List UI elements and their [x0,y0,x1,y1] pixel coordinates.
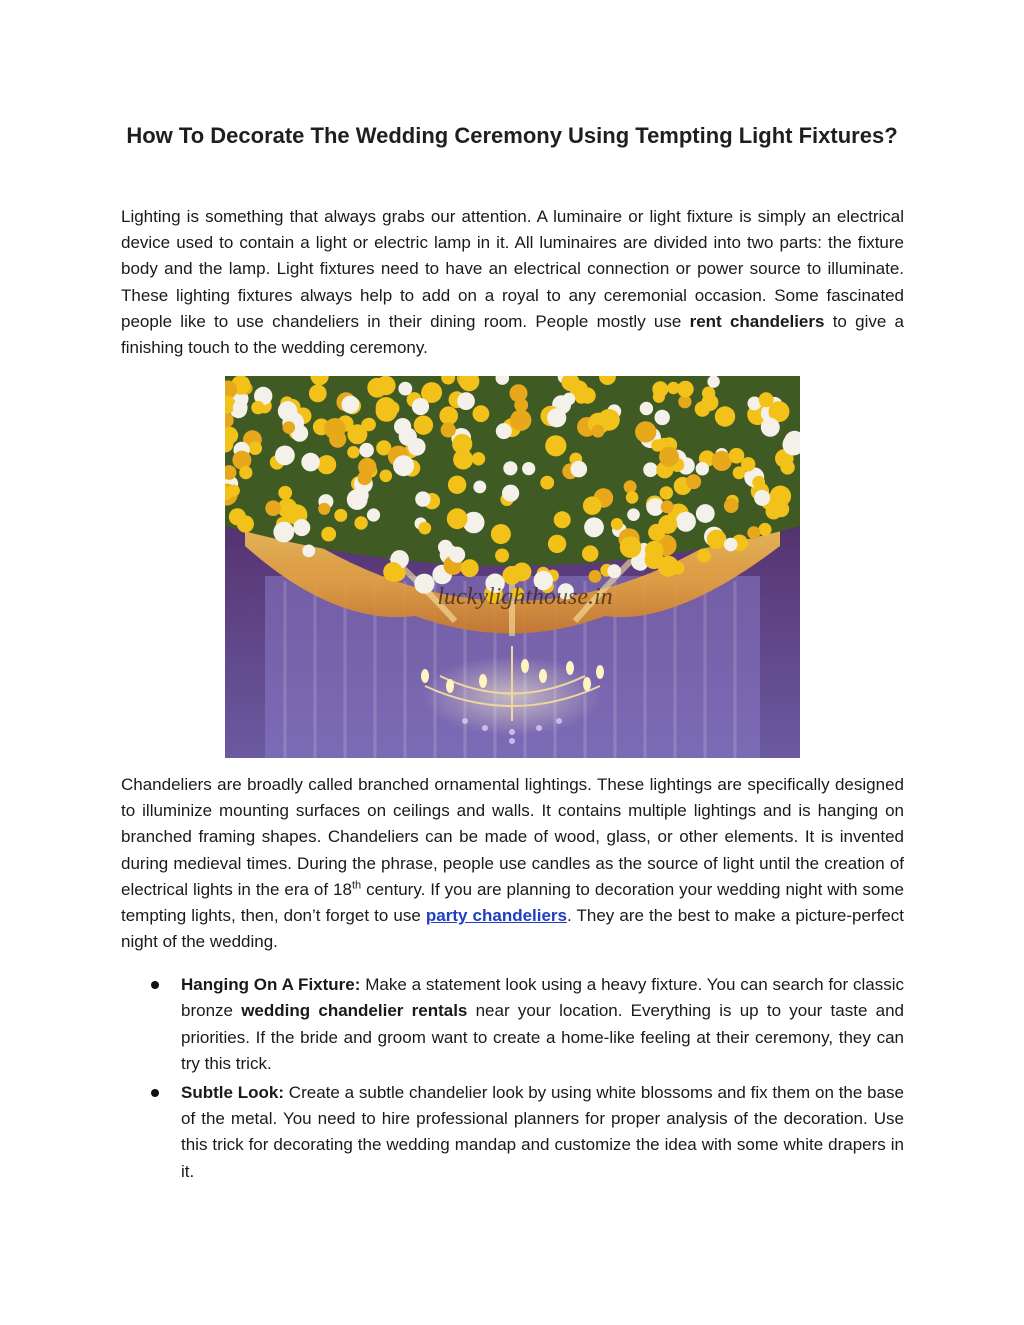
flower-shape [571,461,588,478]
flower-shape [582,545,598,561]
flower-shape [414,416,433,435]
flower-shape [376,376,396,395]
flower-shape [676,512,696,532]
flower-shape [724,538,738,552]
flower-shape [702,387,715,400]
flower-shape [239,466,252,479]
flower-shape [237,515,254,532]
list-item-bold-term: wedding chandelier rentals [241,1001,468,1021]
intro-paragraph [121,204,904,361]
flower-shape [496,423,512,439]
flower-shape [697,549,711,563]
flower-shape [724,498,739,513]
flower-shape [503,461,517,475]
bullet-icon [151,981,159,989]
flower-shape [667,382,679,394]
flower-shape [758,523,771,536]
flower-shape [626,491,639,504]
flower-shape [563,393,576,406]
flower-shape [696,462,709,475]
flower-shape [461,559,479,577]
flower-shape [399,428,417,446]
flower-shape [233,400,248,415]
bullet-icon [151,1089,159,1097]
body-text-end: . They are the best to make a picture-perfect night of the wedding. [121,906,905,952]
body-paragraph [121,772,904,955]
flower-shape [780,460,794,474]
flower-shape [421,387,434,400]
flower-shape [695,401,710,416]
flower-shape [643,462,658,477]
flower-shape [393,455,414,476]
flower-shape [383,562,403,582]
flower-shape [354,516,367,529]
flower-shape [473,405,490,422]
flower-shape [318,503,330,515]
flower-shape [359,443,374,458]
body-text-continued: century. If you are planning to decoration your wedding night with some tempting lights, then, don’t forget to use [121,879,904,926]
flower-shape [653,391,665,403]
list-item [121,972,904,1078]
flower-shape [761,418,780,437]
flower-shape [624,480,637,493]
list-item-text: Create a subtle chandelier look by using white blossoms and fix them on the base of the metal. You need to hire professional planners for proper analysis of the decoration. Use this trick for decorating the wedding mandap and customize the idea with some white drapers in it. [181,1082,904,1181]
flower-shape [651,439,663,451]
flower-shape [607,564,621,578]
flower-shape [293,519,310,536]
tips-list [121,972,904,1187]
flower-shape [545,435,566,456]
body-text: Chandeliers are broadly called branched ornamental lightings. These lightings are specifically designed to illuminize mounting surfaces on ceilings and walls. It contains multiple lightings and is hanging on branched framing shapes. Chandeliers can be made of wood, glass, or other elements. It is invented during medieval times. During the phrase, people use candles as the source of light until the creation of electrical lights in the era of 18 [121,775,904,899]
list-item-heading: Subtle Look: [181,1082,285,1102]
flower-shape [342,396,360,414]
flower-shape [715,406,735,426]
intro-bold-term: rent chandeliers [689,311,825,331]
flower-shape [766,503,782,519]
wedding-decoration-photo [225,376,800,758]
flower-shape [589,570,602,583]
flower-shape [283,421,296,434]
flower-shape [627,508,640,521]
flower-shape [301,453,320,472]
flower-shape [412,398,429,415]
flower-shape [660,486,673,499]
flower-shape [415,491,430,506]
list-item-heading: Hanging On A Fixture: [181,975,361,994]
flower-shape [754,490,770,506]
flower-shape [495,549,509,563]
flower-shape [491,524,511,544]
flower-shape [324,418,345,439]
ordinal-suffix: th [351,879,362,892]
intro-text: Lighting is something that always grabs our attention. A luminaire or light fixture is simply an electrical device used to contain a light or electric lamp in it. All luminaires are divided into two parts: the fixture body and the lamp. Light fixtures need to have an electrical connection or power source to illuminate. These lighting fixtures always help to add on a royal to any ceremonial occasion. Some fascinated people like to use chandeliers in their dining room. People mostly use [121,207,904,331]
flower-shape [457,392,475,410]
flower-shape [579,387,595,403]
flower-shape [438,540,453,555]
flower-shape [453,450,473,470]
flower-shape [441,422,456,437]
flower-shape [447,508,468,529]
flower-shape [659,447,679,467]
flower-shape [522,462,535,475]
flower-shape [547,408,566,427]
flower-shape [548,535,566,553]
flower-shape [671,561,684,574]
flower-shape [334,509,347,522]
flower-shape [472,452,485,465]
flower-shape [584,517,604,537]
flower-shape [265,500,281,516]
flower-shape [655,410,670,425]
flower-shape [502,485,519,502]
list-item [121,1080,904,1186]
flower-shape [275,446,295,466]
flower-shape [752,476,765,489]
flower-shape [640,402,653,415]
flower-shape [380,470,393,483]
flower-shape [540,476,554,490]
list-item-text: Make a statement look using a heavy fixture. You can search for classic bronze [181,975,904,1021]
flower-shape [583,496,602,515]
flower-shape [729,448,745,464]
party-chandeliers-link[interactable]: party chandeliers [425,906,568,926]
list-item-text-end: near your location. Everything is up to your taste and priorities. If the bride and groom want to create a home-like feeling at their ceremony, they can try this trick. [181,1001,904,1074]
flower-shape [677,381,694,398]
flower-shape [611,518,623,530]
flower-shape [418,522,431,535]
flower-shape [398,382,412,396]
flower-shape [376,397,397,418]
flower-shape [620,536,642,558]
flower-shape [317,455,336,474]
intro-text-end: to give a finishing touch to the wedding ceremony. [121,311,904,358]
flower-shape [635,421,656,442]
flower-shape [347,446,359,458]
flower-shape [302,545,315,558]
flower-shape [510,410,531,431]
flower-shape [645,550,664,569]
flower-shape [367,508,380,521]
flower-shape [707,530,727,550]
flower-shape [747,526,760,539]
image-watermark: luckylighthouse.in [437,584,613,610]
flower-shape [358,458,376,476]
flower-shape [473,481,486,494]
flower-shape [273,522,294,543]
page-title: How To Decorate The Wedding Ceremony Using Tempting Light Fixtures? [126,123,898,148]
flower-shape [696,504,715,523]
flower-shape [554,511,571,528]
flower-shape [712,451,732,471]
flower-shape [321,527,336,542]
flower-shape [759,392,774,407]
flower-shape [309,385,327,403]
flower-shape [278,486,292,500]
flower-shape [686,474,701,489]
flower-shape [362,418,376,432]
flower-shape [414,574,434,594]
flower-shape [251,401,264,414]
flower-shape [592,425,605,438]
flower-shape [448,476,466,494]
flower-shape [248,441,262,455]
flower-shape [658,515,677,534]
flower-shape [661,500,674,513]
flower-shape [513,563,532,582]
flower-shape [439,406,458,425]
flower-shape [514,398,528,412]
